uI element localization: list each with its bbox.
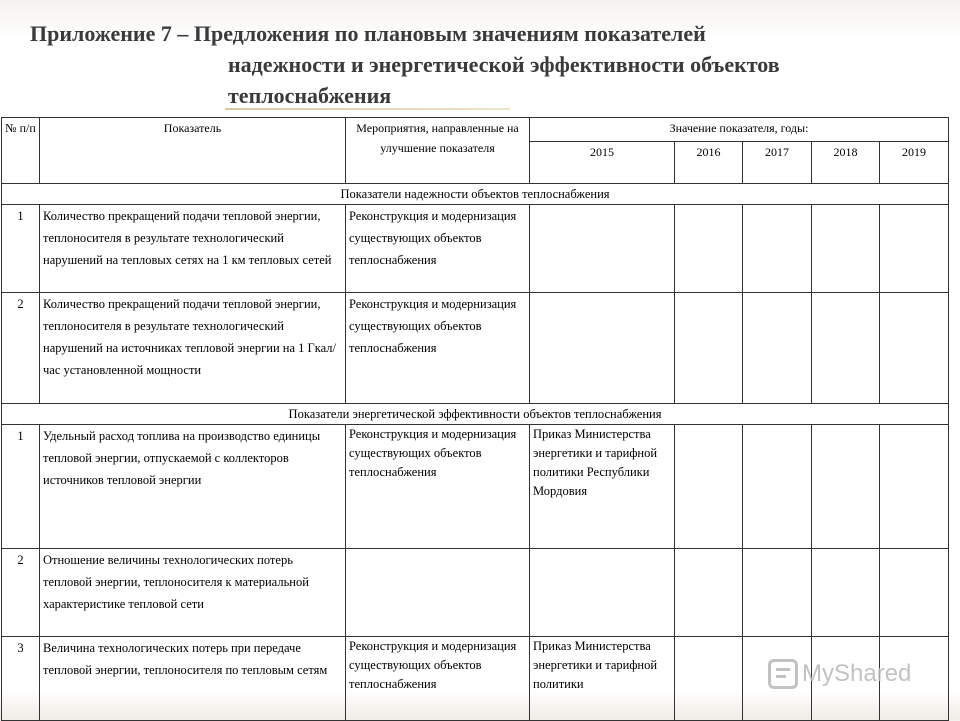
header-year-2017: 2017 [743,142,812,184]
row-measures: Реконструкция и модернизация существующих объектов теплоснабжения [346,425,530,549]
header-measures: Мероприятия, направленные на улучшение показателя [346,118,530,184]
row-indicator: Удельный расход топлива на производство единицы тепловой энергии, отпускаемой с коллекторов источников тепловой энергии [40,425,346,549]
row-note: Приказ Министерства энергетики и тарифной политики Республики Мордовия [530,425,675,549]
row-note [530,293,675,404]
indicators-table [1,117,949,721]
row-number: 1 [2,205,40,293]
header-year-2016: 2016 [675,142,743,184]
value-cell [743,205,812,293]
value-cell [675,637,743,721]
row-indicator: Величина технологических потерь при передаче тепловой энергии, теплоносителя по тепловым сетям [40,637,346,721]
table-row [2,425,949,549]
row-number: 3 [2,637,40,721]
value-cell [743,293,812,404]
value-cell [812,549,880,637]
row-number: 1 [2,425,40,549]
row-measures [346,549,530,637]
myshared-logo-icon [768,659,798,689]
value-cell [880,293,949,404]
row-indicator: Отношение величины технологических потерь тепловой энергии, теплоносителя к материальной характеристике тепловой сети [40,549,346,637]
header-year-2015: 2015 [530,142,675,184]
value-cell [743,425,812,549]
value-cell [812,425,880,549]
watermark [768,654,911,694]
table-row [2,549,949,637]
header-num: № п/п [2,118,40,184]
value-cell [880,205,949,293]
section-reliability-title: Показатели надежности объектов теплоснабжения [2,184,949,205]
section-efficiency-title: Показатели энергетической эффективности объектов теплоснабжения [2,404,949,425]
row-number: 2 [2,549,40,637]
value-cell [812,293,880,404]
row-indicator: Количество прекращений подачи тепловой энергии, теплоносителя в результате технологический нарушений на тепловых сетях на 1 км тепловых сетей [40,205,346,293]
row-note [530,205,675,293]
value-cell [880,425,949,549]
row-note: Приказ Министерства энергетики и тарифной политики [530,637,675,721]
row-number: 2 [2,293,40,404]
row-measures: Реконструкция и модернизация существующих объектов теплоснабжения [346,637,530,721]
value-cell [675,293,743,404]
page-title [30,18,930,111]
header-indicator: Показатель [40,118,346,184]
value-cell [880,549,949,637]
value-cell [743,549,812,637]
table-row [2,293,949,404]
row-measures: Реконструкция и модернизация существующих объектов теплоснабжения [346,293,530,404]
watermark-text: MyShared [802,660,912,687]
value-cell [675,205,743,293]
title-line-2: надежности и энергетической эффективности объектов [228,52,780,77]
title-underline [225,108,510,110]
row-note [530,549,675,637]
row-indicator: Количество прекращений подачи тепловой энергии, теплоносителя в результате технологический нарушений на источниках тепловой энергии на 1 Гкал/час установленной мощности [40,293,346,404]
header-year-2018: 2018 [812,142,880,184]
title-line-3: теплоснабжения [228,83,392,108]
value-cell [675,549,743,637]
header-year-2019: 2019 [880,142,949,184]
title-line-1: Приложение 7 – Предложения по плановым значениям показателей [30,21,706,46]
header-values-group: Значение показателя, годы: [530,118,949,142]
table-row [2,205,949,293]
value-cell [675,425,743,549]
value-cell [812,205,880,293]
row-measures: Реконструкция и модернизация существующих объектов теплоснабжения [346,205,530,293]
